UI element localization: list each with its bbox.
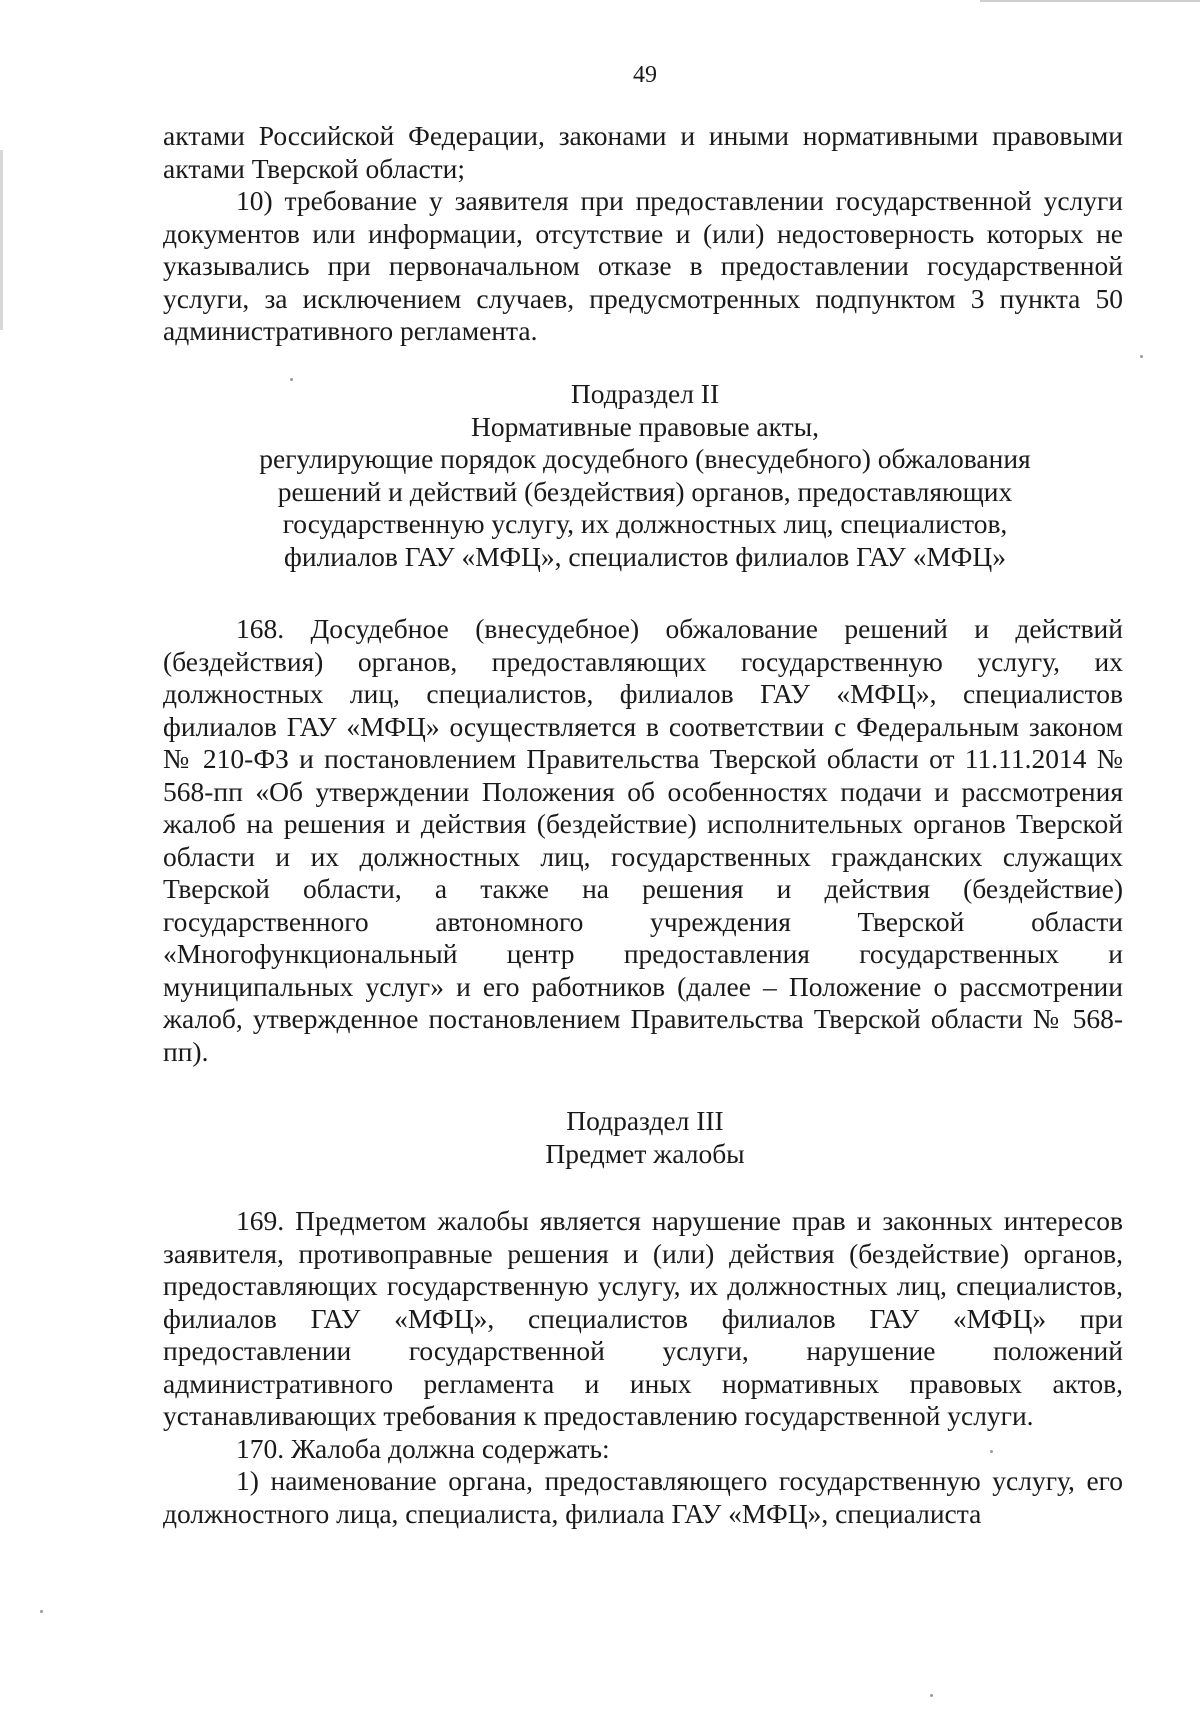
scan-speck	[290, 378, 293, 381]
subsection-2-line: государственную услугу, их должностных лиц, специалистов,	[282, 508, 1008, 539]
subsection-2-heading	[150, 378, 1140, 573]
scan-speck	[1140, 355, 1143, 358]
scan-edge-line	[980, 0, 1200, 2]
subsection-3-heading	[150, 1105, 1140, 1170]
section-169-block	[163, 1205, 1123, 1530]
scan-speck	[930, 1694, 933, 1697]
intro-block	[163, 120, 1123, 348]
page-number: 49	[633, 62, 657, 88]
scan-speck	[990, 1450, 993, 1453]
subsection-2-line: филиалов ГАУ «МФЦ», специалистов филиалов ГАУ «МФЦ»	[284, 540, 1006, 572]
paragraph-continuation: актами Российской Федерации, законами и иными нормативными правовыми актами Тверской области;	[163, 120, 1123, 184]
paragraph-168: 168. Досудебное (внесудебное) обжалование решений и действий (бездействия) органов, предоставляющих государственную услугу, их должностных лиц, специалистов, филиалов ГАУ «МФЦ», специалистов филиалов ГАУ «МФЦ» осуществляется в соответствии с Федеральным законом № 210-ФЗ и постановлением Правительства Тверской области от 11.11.2014 № 568-пп «Об утверждении Положения об особенностях подачи и рассмотрения жалоб на решения и действия (бездействие) исполнительных органов Тверской области и их должностных лиц, государственных гражданских служащих Тверской области, а также на решения и действия (бездействие) государственного автономного учреждения Тверской области «Многофункциональный центр предоставления государственных и муниципальных услуг» и его работников (далее – Положение о рассмотрении жалоб, утвержденное постановлением Правительства Тверской области № 568-пп).	[163, 613, 1123, 1067]
paragraph-item-10: 10) требование у заявителя при предоставлении государственной услуги документов или информации, отсутствие и (или) недостоверность которых не указывались при первоначальном отказе в предоставлении государственной услуги, за исключением случаев, предусмотренных подпунктом 3 пункта 50 административного регламента.	[163, 185, 1123, 346]
subsection-3-title: Подраздел III	[566, 1105, 724, 1136]
subsection-3-subtitle: Предмет жалобы	[545, 1137, 745, 1169]
scan-edge-shadow	[0, 150, 3, 330]
subsection-2-line: регулирующие порядок досудебного (внесудебного) обжалования	[259, 443, 1031, 474]
paragraph-169: 169. Предметом жалобы является нарушение прав и законных интересов заявителя, противоправные решения и (или) действия (бездействие) органов, предоставляющих государственную услугу, их должностных лиц, специалистов, филиалов ГАУ «МФЦ», специалистов филиалов ГАУ «МФЦ» при предоставлении государственной услуги, нарушение положений административного регламента и иных нормативных правовых актов, устанавливающих требования к предоставлению государственной услуги.	[163, 1205, 1123, 1431]
paragraph-170: 170. Жалоба должна содержать:	[236, 1432, 610, 1464]
scan-speck	[40, 1610, 43, 1613]
subsection-2-line: Нормативные правовые акты,	[471, 410, 819, 442]
section-168-block	[163, 613, 1123, 1068]
paragraph-170-item-1: 1) наименование органа, предоставляющего государственную услугу, его должностного лица, специалиста, филиала ГАУ «МФЦ», специалиста	[163, 1465, 1123, 1529]
subsection-2-title: Подраздел II	[570, 378, 720, 409]
subsection-2-line: решений и действий (бездействия) органов, предоставляющих	[277, 475, 1013, 507]
